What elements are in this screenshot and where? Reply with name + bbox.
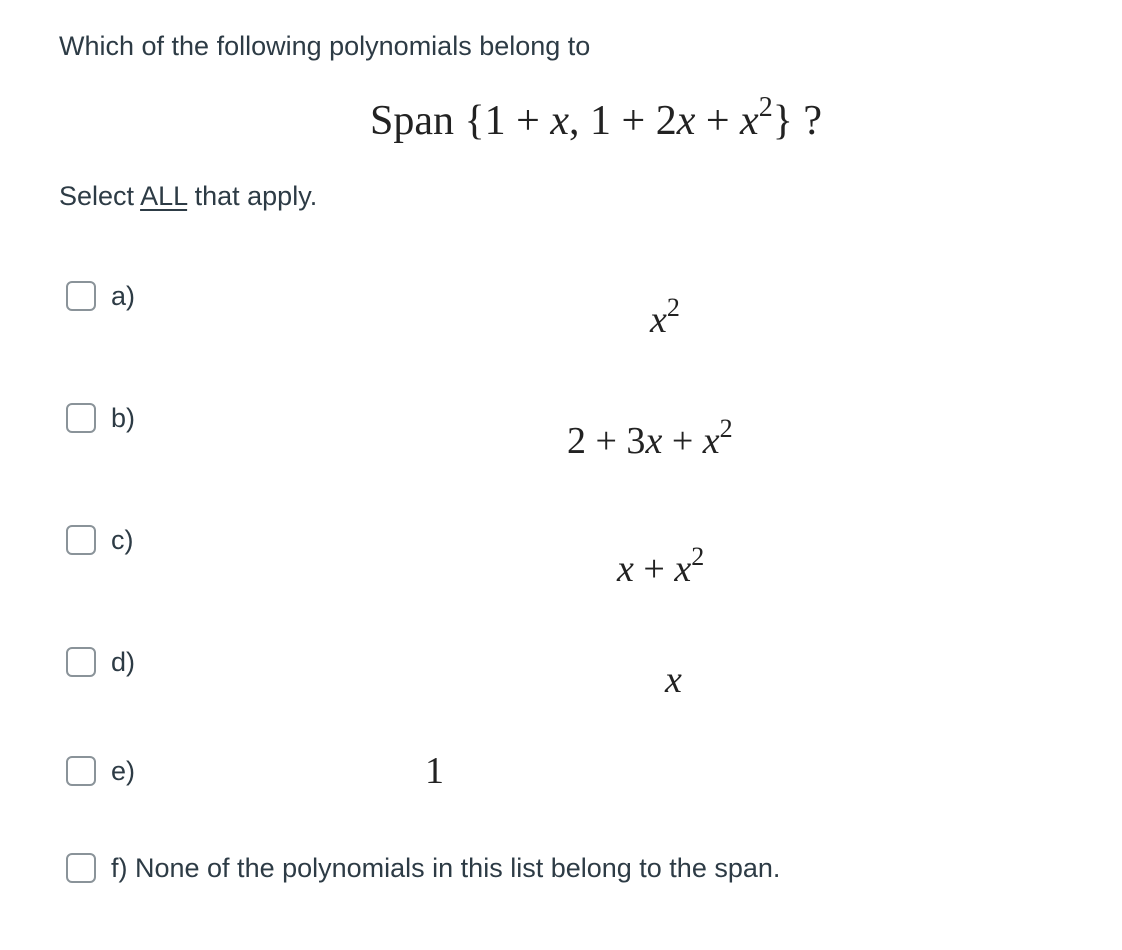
span-open: {1 + [464, 98, 551, 144]
option-f-checkbox[interactable] [66, 853, 96, 883]
option-c[interactable] [0, 515, 1122, 595]
span-var-1: x [550, 98, 570, 144]
option-c-exp: 2 [691, 542, 705, 571]
option-b-exp: 2 [719, 414, 733, 443]
option-a-label: a) [111, 281, 136, 311]
option-b-label: b) [111, 403, 136, 433]
option-a[interactable] [0, 270, 1122, 350]
instruction-suffix: that apply. [187, 181, 318, 211]
option-a-var: x [650, 299, 667, 341]
option-f[interactable] [0, 850, 1122, 930]
option-b-math [567, 414, 733, 467]
span-expression [370, 93, 822, 154]
option-c-plus: + [633, 548, 675, 590]
option-c-math [617, 542, 705, 595]
option-a-exp: 2 [666, 293, 680, 322]
span-mid: , 1 + 2 [569, 98, 677, 144]
span-var-2: x [676, 98, 696, 144]
option-f-label: f) None of the polynomials in this list belong to the span. [111, 853, 781, 883]
option-b[interactable] [0, 393, 1122, 473]
option-e-checkbox[interactable] [66, 756, 96, 786]
span-var-3: x [740, 98, 759, 144]
option-b-plus: + [662, 420, 703, 462]
option-b-checkbox[interactable] [66, 403, 96, 433]
instruction-prefix: Select [59, 181, 141, 211]
option-c-var: x [617, 548, 634, 590]
option-e-math [425, 749, 444, 793]
option-d-var: x [665, 659, 682, 701]
span-plus: + [695, 98, 741, 144]
option-a-checkbox[interactable] [66, 281, 96, 311]
option-d-checkbox[interactable] [66, 647, 96, 677]
option-e-const: 1 [425, 750, 444, 792]
option-d[interactable] [0, 636, 1122, 716]
option-c-label: c) [111, 525, 134, 555]
option-b-var2: x [702, 420, 720, 462]
option-e-label: e) [111, 756, 136, 786]
instruction-emphasis: ALL [140, 181, 188, 211]
option-d-label: d) [111, 647, 136, 677]
option-c-checkbox[interactable] [66, 525, 96, 555]
option-a-math [650, 293, 680, 346]
span-close: } ? [772, 98, 823, 144]
option-b-const: 2 + 3 [567, 420, 646, 462]
option-d-math [665, 658, 682, 702]
option-c-var2: x [674, 548, 692, 590]
span-exponent: 2 [758, 92, 773, 123]
span-word: Span [370, 98, 454, 144]
option-b-var: x [645, 420, 663, 462]
option-e[interactable] [0, 752, 1122, 832]
instruction-text [59, 178, 317, 214]
question-prompt: Which of the following polynomials belong to [59, 31, 591, 61]
